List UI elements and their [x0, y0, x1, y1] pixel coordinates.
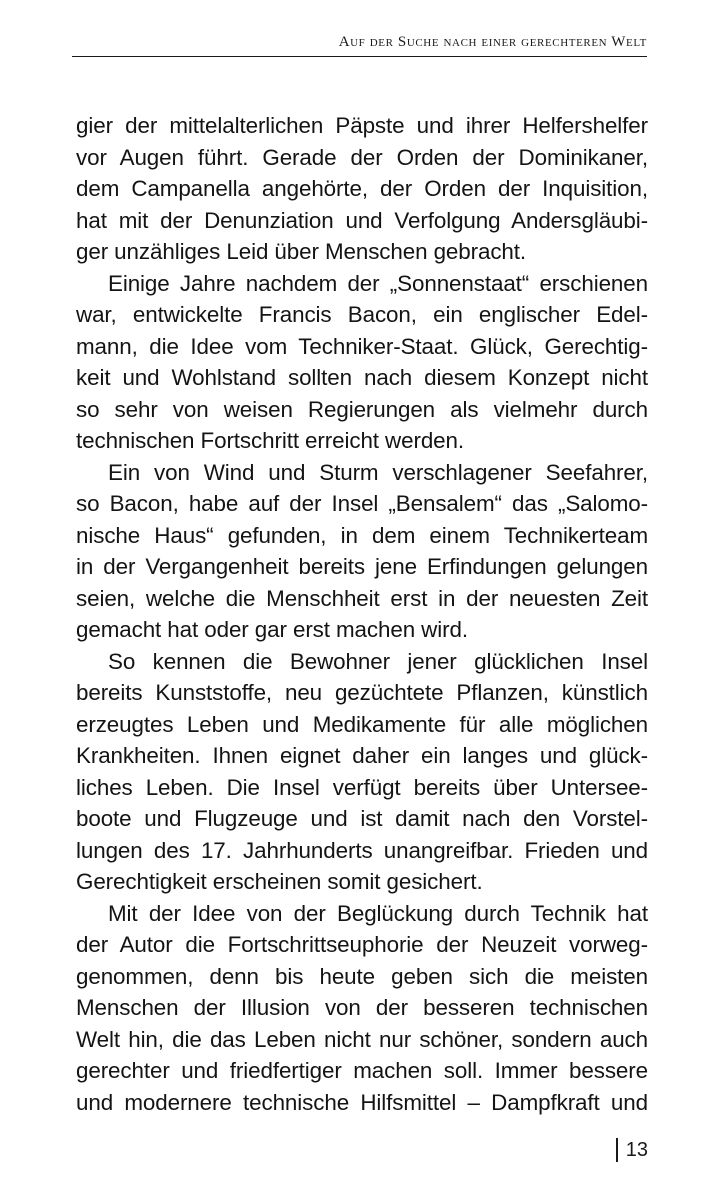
- text-line: der Autor die Fortschrittseuphorie der Neuzeit vorweg-: [76, 932, 648, 957]
- paragraph-3: [76, 457, 648, 646]
- paragraph-2: [76, 268, 648, 457]
- paragraph-1: [76, 110, 648, 268]
- body-text: [76, 110, 648, 1118]
- text-line: gier der mittelalterlichen Päpste und ihrer Helfershelfer: [76, 113, 648, 138]
- text-line: genommen, denn bis heute geben sich die meisten: [76, 963, 648, 989]
- text-line: hat mit der Denunziation und Verfolgung Andersgläubi-: [76, 207, 648, 233]
- text-line: ger unzähliges Leid über Menschen gebracht.: [76, 239, 527, 264]
- text-line: Ein von Wind und Sturm verschlagener Seefahrer,: [108, 459, 648, 485]
- text-line: vor Augen führt. Gerade der Orden der Dominikaner,: [76, 144, 648, 170]
- text-line: so Bacon, habe auf der Insel „Bensalem“ das „Salomo-: [76, 491, 648, 516]
- text-line: nische Haus“ gefunden, in dem einem Technikerteam: [76, 522, 648, 548]
- text-line: mann, die Idee vom Techniker-Staat. Glück, Gerechtig-: [76, 333, 648, 359]
- text-line: seien, welche die Menschheit erst in der neuesten Zeit: [76, 585, 648, 611]
- text-line: dem Campanella angehörte, der Orden der Inquisition,: [76, 176, 648, 201]
- page-number: 13: [625, 1138, 648, 1161]
- page-footer: [616, 1138, 648, 1162]
- text-line: lungen des 17. Jahrhunderts unangreifbar. Frieden und: [76, 837, 648, 863]
- text-line: keit und Wohlstand sollten nach diesem Konzept nicht: [76, 365, 648, 390]
- text-line: liches Leben. Die Insel verfügt bereits über Untersee-: [76, 774, 648, 800]
- running-header: [72, 32, 647, 57]
- text-line: bereits Kunststoffe, neu gezüchtete Pflanzen, künstlich: [76, 680, 648, 705]
- text-line: in der Vergangenheit bereits jene Erfindungen gelungen: [76, 554, 648, 579]
- text-line: Mit der Idee von der Beglückung durch Technik hat: [108, 900, 648, 926]
- text-line: Krankheiten. Ihnen eignet daher ein langes und glück-: [76, 743, 648, 768]
- text-line: Menschen der Illusion von der besseren technischen: [76, 995, 648, 1020]
- text-line: Einige Jahre nachdem der „Sonnenstaat“ erschienen: [108, 270, 648, 296]
- text-line: und modernere technische Hilfsmittel – Dampfkraft und: [76, 1089, 648, 1115]
- text-line: war, entwickelte Francis Bacon, ein englischer Edel-: [76, 302, 648, 327]
- text-line: Gerechtigkeit erscheinen somit gesichert.: [76, 869, 483, 894]
- text-line: so sehr von weisen Regierungen als vielmehr durch: [76, 396, 648, 422]
- text-line: boote und Flugzeuge und ist damit nach den Vorstel-: [76, 806, 648, 831]
- text-line: So kennen die Bewohner jener glücklichen Insel: [108, 648, 648, 674]
- running-title: Auf der Suche nach einer gerechteren Welt: [338, 34, 647, 50]
- text-line: erzeugtes Leben und Medikamente für alle möglichen: [76, 711, 648, 737]
- text-line: gemacht hat oder gar erst machen wird.: [76, 617, 468, 642]
- text-line: technischen Fortschritt erreicht werden.: [76, 428, 465, 453]
- paragraph-4: [76, 646, 648, 898]
- text-line: Welt hin, die das Leben nicht nur schöner, sondern auch: [76, 1026, 648, 1052]
- footer-rule: [616, 1138, 618, 1162]
- text-line: gerechter und friedfertiger machen soll. Immer bessere: [76, 1058, 648, 1083]
- paragraph-5: [76, 898, 648, 1119]
